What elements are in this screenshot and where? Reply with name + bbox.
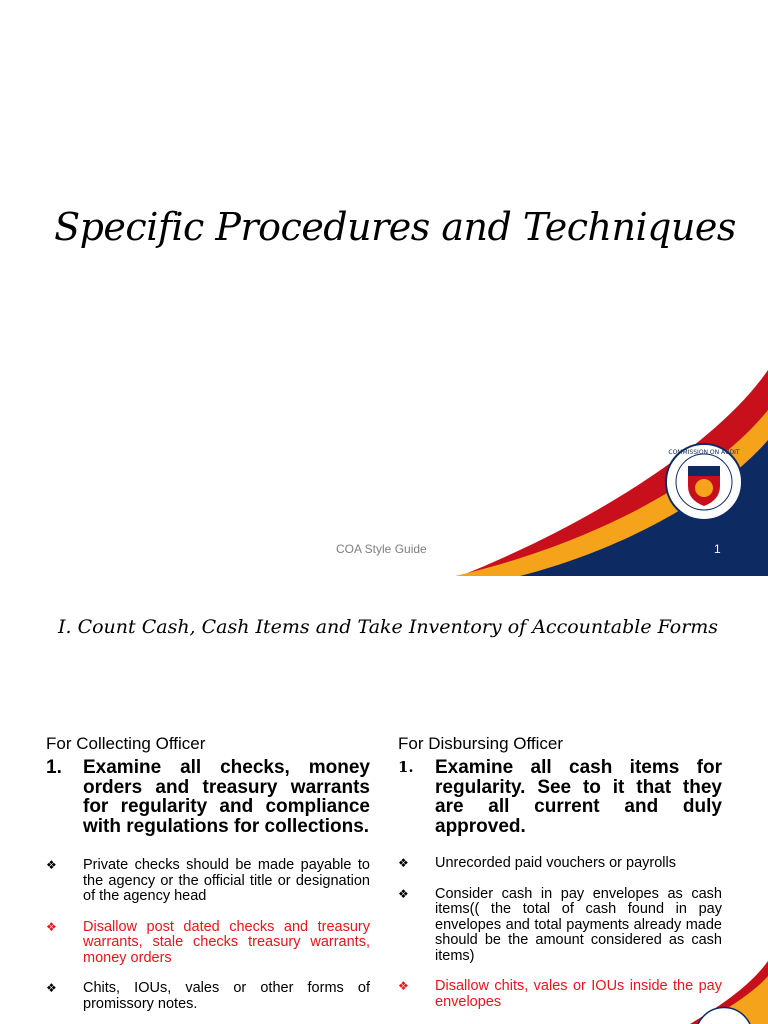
item-number: 1.: [46, 757, 62, 778]
column-heading: For Collecting Officer: [46, 734, 206, 753]
bullet-diamond-icon: ❖: [398, 979, 409, 993]
bullet-diamond-icon: ❖: [46, 858, 57, 872]
list-item: [46, 981, 370, 1012]
bullet-diamond-icon: ❖: [46, 981, 57, 995]
footer-text: COA Style Guide: [336, 542, 427, 556]
item-number: 1.: [398, 758, 414, 776]
slide-2-title: I. Count Cash, Cash Items and Take Inventory of Accountable Forms: [58, 616, 719, 638]
bullet-text: Disallow post dated checks and treasury warrants, stale checks treasury warrants, money orders: [83, 918, 370, 966]
main-item: [46, 758, 370, 836]
bullet-text: Disallow chits, vales or IOUs inside the pay envelopes: [435, 978, 722, 1010]
bullet-list: [46, 858, 370, 1012]
item-text: Examine all checks, money orders and treasury warrants for regularity and compliance with regulations for collections.: [83, 757, 370, 837]
list-item: [398, 979, 722, 1010]
coa-seal-logo: [664, 442, 744, 522]
page-number: 1: [714, 542, 721, 556]
column-heading: For Disbursing Officer: [398, 734, 564, 753]
list-item: [398, 887, 722, 965]
bullet-diamond-icon: ❖: [398, 856, 409, 870]
slide-1-title: Specific Procedures and Techniques: [54, 205, 736, 249]
main-item: [398, 758, 722, 836]
bullet-diamond-icon: ❖: [398, 886, 409, 901]
bullet-text: Consider cash in pay envelopes as cash items(( the total of cash found in pay envelopes and total payments already made should be the amount considered as cash items): [435, 885, 722, 964]
list-item: [398, 856, 722, 872]
list-item: [46, 920, 370, 967]
list-item: [46, 858, 370, 905]
disbursing-officer-column: [398, 734, 722, 1010]
slide-2: [0, 576, 768, 1024]
collecting-officer-column: [46, 734, 370, 1012]
bullet-list: [398, 856, 722, 1010]
bullet-text: Unrecorded paid vouchers or payrolls: [435, 855, 676, 871]
bullet-diamond-icon: ❖: [46, 919, 57, 934]
svg-text:COMMISSION ON AUDIT: COMMISSION ON AUDIT: [668, 449, 740, 456]
bullet-text: Private checks should be made payable to the agency or the official title or designation of the agency head: [83, 857, 370, 904]
item-text: Examine all cash items for regularity. See to it that they are all current and duly approved.: [435, 757, 722, 837]
bullet-text: Chits, IOUs, vales or other forms of promissory notes.: [83, 980, 370, 1012]
